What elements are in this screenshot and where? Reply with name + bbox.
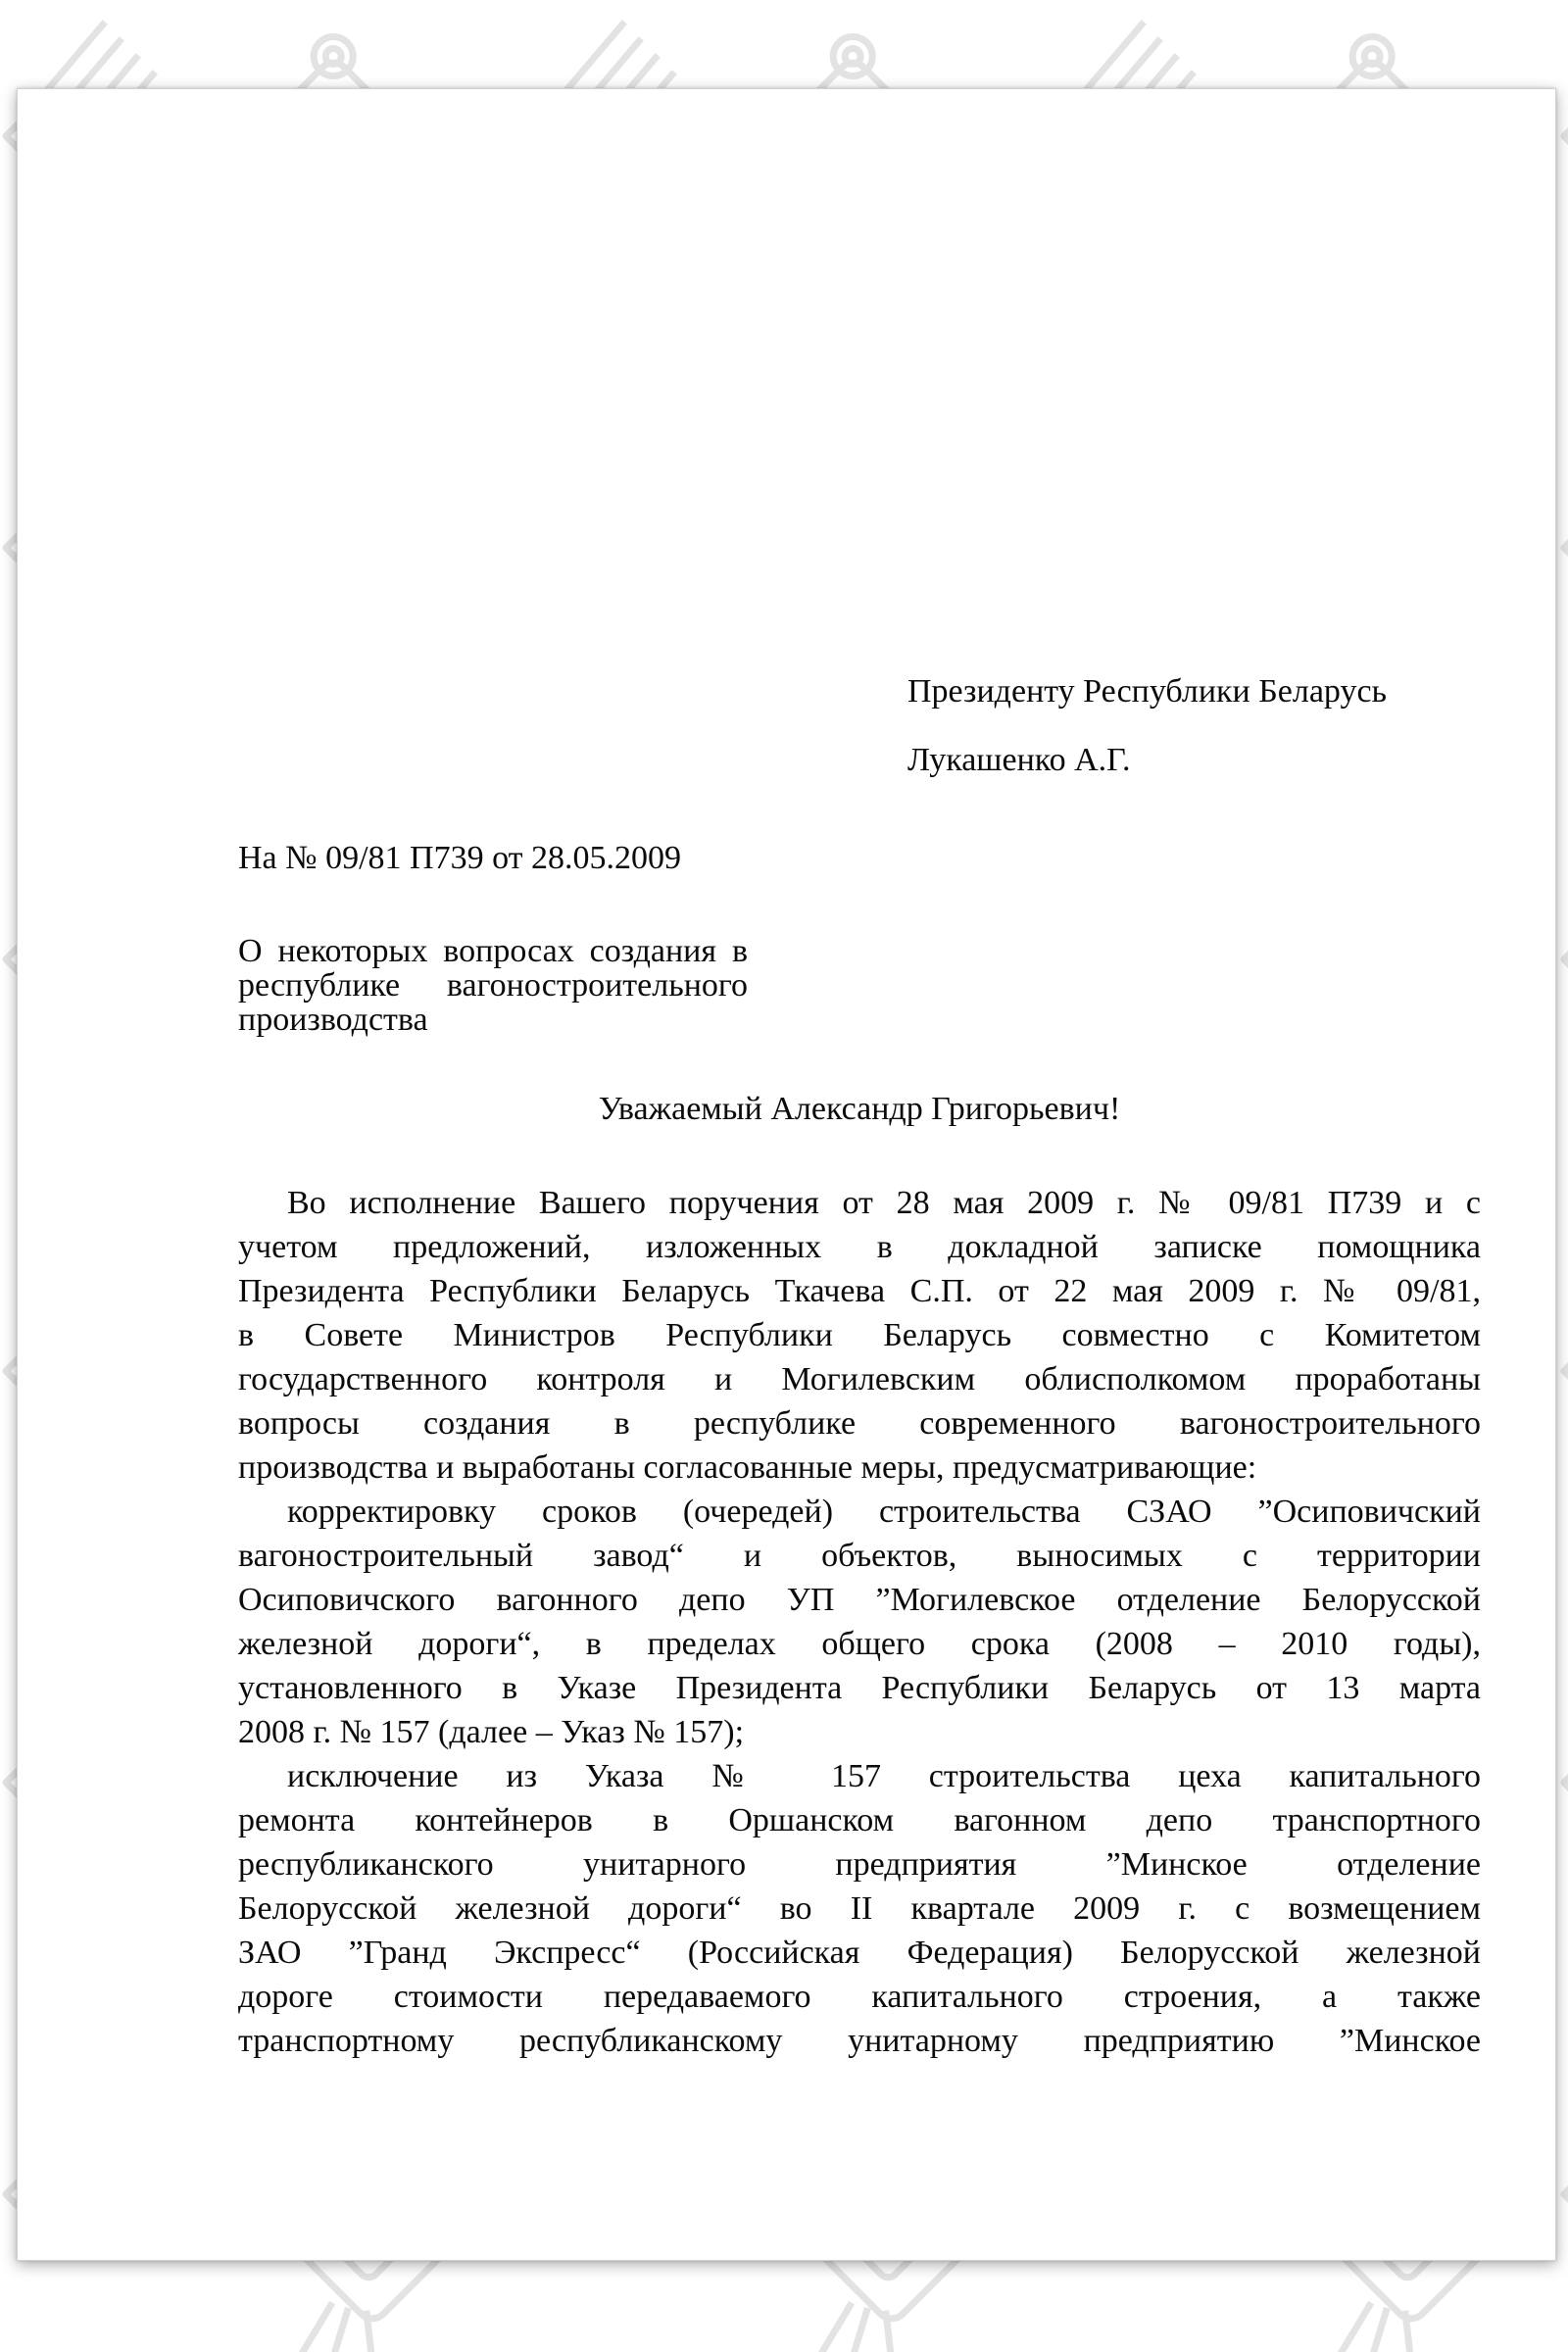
salutation: Уважаемый Александр Григорьевич!: [598, 1091, 1121, 1127]
letter-body: [238, 1181, 1481, 2063]
body-line: ЗАО ”Гранд Экспресс“ (Российская Федерация) Белорусской железной: [238, 1935, 1481, 1971]
body-line: железной дороги“, в пределах общего срока (2008 – 2010 годы),: [238, 1626, 1481, 1662]
body-line: установленного в Указе Президента Республики Беларусь от 13 марта: [238, 1670, 1481, 1706]
body-line: производства и выработаны согласованные меры, предусматривающие:: [238, 1449, 1257, 1486]
body-line: государственного контроля и Могилевским облисполкомом проработаны: [238, 1361, 1481, 1397]
subject-block: [238, 934, 748, 1037]
body-line: Осиповичского вагонного депо УП ”Могилевское отделение Белорусской: [238, 1582, 1481, 1618]
body-line: исключение из Указа № 157 строительства цеха капитального: [287, 1758, 1481, 1794]
recipient-line: Президенту Республики Беларусь: [907, 673, 1388, 710]
reference-line: На № 09/81 П739 от 28.05.2009: [238, 840, 681, 876]
subject-line: республике вагоностроительного: [238, 967, 748, 1004]
subject-line: производства: [238, 1002, 428, 1038]
body-line: дороге стоимости передаваемого капитального строения, а также: [238, 1979, 1481, 2015]
body-line: в Совете Министров Республики Беларусь совместно с Комитетом: [238, 1317, 1481, 1353]
body-line: вопросы создания в республике современного вагоностроительного: [238, 1405, 1481, 1442]
body-line: ремонта контейнеров в Оршанском вагонном депо транспортного: [238, 1802, 1481, 1838]
body-line: вагоностроительный завод“ и объектов, выносимых с территории: [238, 1538, 1481, 1574]
body-line: 2008 г. № 157 (далее – Указ № 157);: [238, 1714, 745, 1750]
subject-line: О некоторых вопросах создания в: [238, 933, 748, 969]
body-line: республиканского унитарного предприятия ”Минское отделение: [238, 1846, 1481, 1883]
body-line: учетом предложений, изложенных в докладной записке помощника: [238, 1229, 1481, 1265]
recipient-line: Лукашенко А.Г.: [907, 742, 1131, 778]
body-line: Во исполнение Вашего поручения от 28 мая 2009 г. № 09/81 П739 и с: [287, 1185, 1481, 1221]
body-line: транспортному республиканскому унитарному предприятию ”Минское: [238, 2023, 1481, 2059]
recipient-block: [907, 658, 1387, 795]
body-line: Белорусской железной дороги“ во II квартале 2009 г. с возмещением: [238, 1890, 1481, 1927]
body-line: Президента Республики Беларусь Ткачева С.П. от 22 мая 2009 г. № 09/81,: [238, 1273, 1481, 1309]
body-line: корректировку сроков (очередей) строительства СЗАО ”Осиповичский: [287, 1494, 1481, 1530]
letter-sheet: [17, 88, 1556, 2261]
